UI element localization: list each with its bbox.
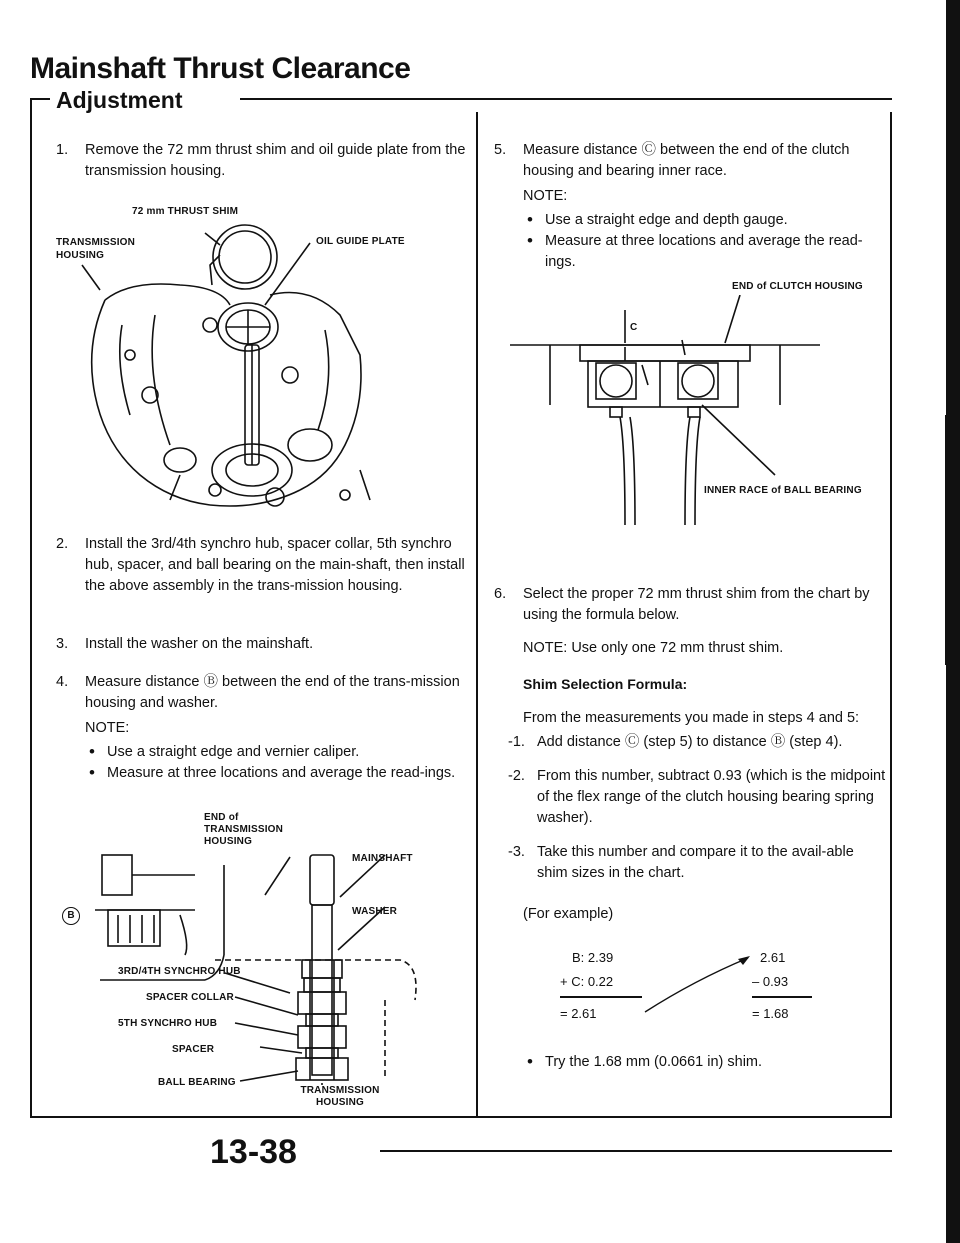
example-r2: – 0.93: [752, 974, 789, 989]
label-spacer: SPACER: [172, 1044, 215, 1055]
step-4-note: NOTE: • Use a straight edge and vernier caliper. • Measure at three locations and average the read-ings.: [85, 720, 465, 784]
page-edge: [946, 0, 960, 1243]
step-6-note: NOTE: Use only one 72 mm thrust shim.: [523, 640, 784, 656]
frame-corner: [30, 98, 50, 100]
label-mainshaft: MAINSHAFT: [352, 853, 413, 864]
note-bullet: • Use a straight edge and depth gauge.: [523, 210, 883, 231]
footer-rule: [380, 1150, 892, 1152]
example-result-rule: [752, 996, 812, 998]
try-shim: • Try the 1.68 mm (0.0661 in) shim.: [523, 1052, 883, 1073]
label-inner-race: INNER RACE of BALL BEARING: [704, 485, 862, 496]
label-5th-synchro-hub: 5TH SYNCHRO HUB: [118, 1018, 218, 1029]
frame-left: [30, 112, 32, 1117]
example-sum: = 2.61: [560, 1006, 597, 1021]
note-bullet: • Measure at three locations and average the read-ings.: [523, 231, 883, 273]
label-transmission-housing: TRANSMISSION HOUSING: [56, 237, 136, 261]
distance-c-marker: C: [630, 322, 638, 333]
frame-divider: [476, 112, 478, 1117]
example-b-value: B: 2.39: [572, 950, 614, 965]
example-result: = 1.68: [752, 1006, 789, 1021]
label-end-clutch-housing: END of CLUTCH HOUSING: [732, 281, 863, 292]
label-thrust-shim: 72 mm THRUST SHIM: [132, 206, 239, 217]
example-arrow: [600, 950, 760, 1020]
note-bullet: • Use a straight edge and vernier caliper.: [85, 742, 465, 763]
figure-mainshaft-illustration: [40, 835, 440, 1085]
frame-bottom: [30, 1116, 892, 1118]
label-transmission-housing-bottom: TRANSMISSION HOUSING: [300, 1085, 380, 1108]
formula-intro: From the measurements you made in steps 4 and 5:: [523, 710, 860, 726]
formula-heading: Shim Selection Formula:: [523, 676, 688, 692]
header-rule: [240, 98, 892, 100]
distance-b-marker: B: [62, 907, 80, 925]
formula-step-3: -3. Take this number and compare it to the avail-able shim sizes in the chart.: [508, 844, 854, 881]
example-r1: 2.61: [760, 950, 786, 965]
formula-step-1: -1. Add distance Ⓒ (step 5) to distance Ⓑ (step 4).: [508, 734, 843, 750]
binding-mark: [945, 415, 947, 665]
label-oil-guide-plate: OIL GUIDE PLATE: [316, 236, 405, 247]
step-3: 3. Install the washer on the mainshaft.: [56, 636, 314, 652]
frame-right: [890, 112, 892, 1117]
step-4: 4. Measure distance Ⓑ between the end of the trans-mission housing and washer.: [56, 674, 460, 711]
figure-housing-illustration: [60, 215, 390, 515]
label-end-transmission-housing: END of TRANSMISSION HOUSING: [204, 812, 284, 847]
step-5: 5. Measure distance Ⓒ between the end of the clutch housing and bearing inner race.: [494, 142, 850, 179]
step-1: 1. Remove the 72 mm thrust shim and oil guide plate from the transmission housing.: [56, 142, 466, 179]
figure-clutch-housing-illustration: [510, 295, 830, 525]
note-bullet: • Measure at three locations and average the read-ings.: [85, 763, 465, 784]
section-subtitle: Adjustment: [56, 87, 183, 113]
label-spacer-collar: SPACER COLLAR: [146, 992, 234, 1003]
page-title: Mainshaft Thrust Clearance: [30, 52, 411, 85]
label-ball-bearing: BALL BEARING: [158, 1077, 236, 1088]
formula-step-2: -2. From this number, subtract 0.93 (which is the midpoint of the flex range of the clutch housing bearing spring washer).: [508, 768, 886, 826]
step-6: 6. Select the proper 72 mm thrust shim from the chart by using the formula below.: [494, 586, 870, 623]
example-c-value: + C: 0.22: [560, 974, 614, 989]
step-5-note: NOTE: • Use a straight edge and depth gauge. • Measure at three locations and average the read-ings.: [523, 188, 883, 273]
example-label: (For example): [523, 906, 614, 922]
label-washer: WASHER: [352, 906, 398, 917]
step-2: 2. Install the 3rd/4th synchro hub, spacer collar, 5th synchro hub, spacer, and ball bearing on the main-shaft, then install the above assembly in the trans-mission housing.: [56, 536, 465, 594]
label-3rd-4th-synchro-hub: 3RD/4TH SYNCHRO HUB: [118, 966, 241, 977]
page-number: 13-38: [210, 1133, 297, 1171]
